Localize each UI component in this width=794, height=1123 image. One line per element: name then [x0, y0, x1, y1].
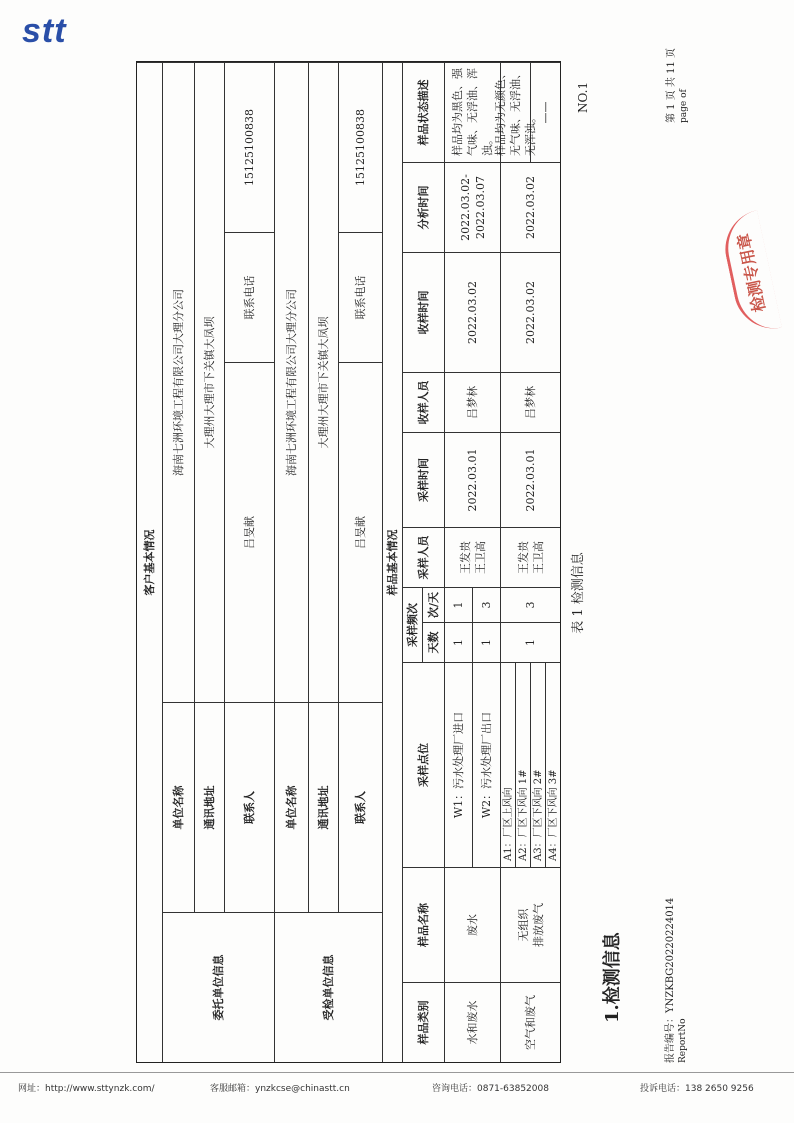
air-point-3: A3：厂区下风向 2#	[531, 662, 546, 867]
header-times: 次/天	[423, 587, 445, 622]
water-state: 样品均为黑色、强气味、无浮油、浑浊。	[445, 62, 501, 162]
entrust-phone: 15125100838	[225, 62, 275, 232]
header-analysis-time: 分析时间	[403, 162, 445, 252]
company-logo: stt	[22, 12, 67, 50]
water-category: 水和废水	[445, 982, 501, 1062]
entrust-unit-name-label: 单位名称	[163, 702, 195, 912]
header-days: 天数	[423, 622, 445, 662]
air-times: 3	[501, 587, 560, 622]
water-point-1: W1：污水处理厂进口	[445, 662, 473, 867]
header-state: 样品状态描述	[403, 62, 445, 162]
air-state-dash: ——	[531, 62, 560, 162]
header-name: 样品名称	[403, 867, 445, 982]
inspected-unit-name: 海南七洲环境工程有限公司大理分公司	[275, 62, 309, 702]
inspected-address-label: 通讯地址	[309, 702, 339, 912]
header-frequency: 采样频次	[403, 587, 423, 662]
header-sample-time: 采样时间	[403, 432, 445, 527]
entrust-info-label: 委托单位信息	[163, 912, 275, 1062]
table-title: 表 1 检测信息	[571, 552, 586, 634]
inspected-address: 大理州大理市下关镇大凤坝	[309, 62, 339, 702]
entrust-contact-label: 联系人	[225, 702, 275, 912]
inspected-contact: 吕旻献	[339, 362, 383, 702]
air-point-1: A1：厂区上风向	[501, 662, 516, 867]
air-days: 1	[501, 622, 560, 662]
air-name: 无组织 排放废气	[501, 867, 560, 982]
entrust-contact: 吕旻献	[225, 362, 275, 702]
water-days-2: 1	[473, 622, 501, 662]
water-point-2: W2：污水处理厂出口	[473, 662, 501, 867]
air-receiver: 吕梦林	[501, 372, 560, 432]
section-title: 1.检测信息	[602, 932, 623, 1023]
detection-info-table	[136, 61, 561, 1063]
water-sampler: 王发贵 王卫高	[445, 527, 501, 587]
inspected-info-label: 受检单位信息	[275, 912, 383, 1062]
air-analysis-time: 2022.03.02	[501, 162, 560, 252]
air-point-4: A4：厂区下风向 3#	[546, 662, 560, 867]
header-receive-time: 收样时间	[403, 252, 445, 372]
header-receiver: 收样人员	[403, 372, 445, 432]
client-section-title: 客户基本情况	[137, 62, 163, 1062]
sample-section-title: 样品基本情况	[383, 62, 403, 1062]
water-analysis-time: 2022.03.02- 2022.03.07	[445, 162, 501, 252]
footer-website[interactable]: 网址：http://www.sttynzk.com/	[18, 1084, 155, 1094]
footer-consult-phone: 咨询电话：0871-63852008	[432, 1084, 549, 1094]
table-number: NO.1	[576, 81, 590, 113]
entrust-address-label: 通讯地址	[195, 702, 225, 912]
water-receive-time: 2022.03.02	[445, 252, 501, 372]
air-point-2: A2：厂区下风向 1#	[516, 662, 531, 867]
entrust-phone-label: 联系电话	[225, 232, 275, 362]
inspected-phone: 15125100838	[339, 62, 383, 232]
air-sample-time: 2022.03.01	[501, 432, 560, 527]
water-days-1: 1	[445, 622, 473, 662]
inspected-contact-label: 联系人	[339, 702, 383, 912]
entrust-address: 大理州大理市下关镇大凤坝	[195, 62, 225, 702]
inspection-stamp: 检测专用章	[718, 210, 782, 336]
report-number: 报告编号：YNZKBG20220224014 ReportNo	[665, 897, 688, 1063]
header-point: 采样点位	[403, 662, 445, 867]
water-name: 废水	[445, 867, 501, 982]
header-sampler: 采样人员	[403, 527, 445, 587]
water-receiver: 吕梦林	[445, 372, 501, 432]
footer-complaint-phone: 投诉电话：138 2650 9256	[640, 1084, 754, 1094]
water-sample-time: 2022.03.01	[445, 432, 501, 527]
air-state: 样品均为无颜色、无气味、无浮油、无浑浊。	[501, 62, 531, 162]
entrust-unit-name: 海南七洲环境工程有限公司大理分公司	[163, 62, 195, 702]
air-category: 空气和废气	[501, 982, 560, 1062]
page-footer	[0, 1072, 794, 1103]
water-times-1: 1	[445, 587, 473, 622]
header-category: 样品类别	[403, 982, 445, 1062]
page-number: 第 1 页 共 11 页 page of	[666, 48, 689, 123]
water-times-2: 3	[473, 587, 501, 622]
air-receive-time: 2022.03.02	[501, 252, 560, 372]
air-sampler: 王发贵 王卫高	[501, 527, 560, 587]
footer-email[interactable]: 客服邮箱：ynzkcse@chinastt.cn	[210, 1084, 350, 1094]
inspected-unit-name-label: 单位名称	[275, 702, 309, 912]
inspected-phone-label: 联系电话	[339, 232, 383, 362]
